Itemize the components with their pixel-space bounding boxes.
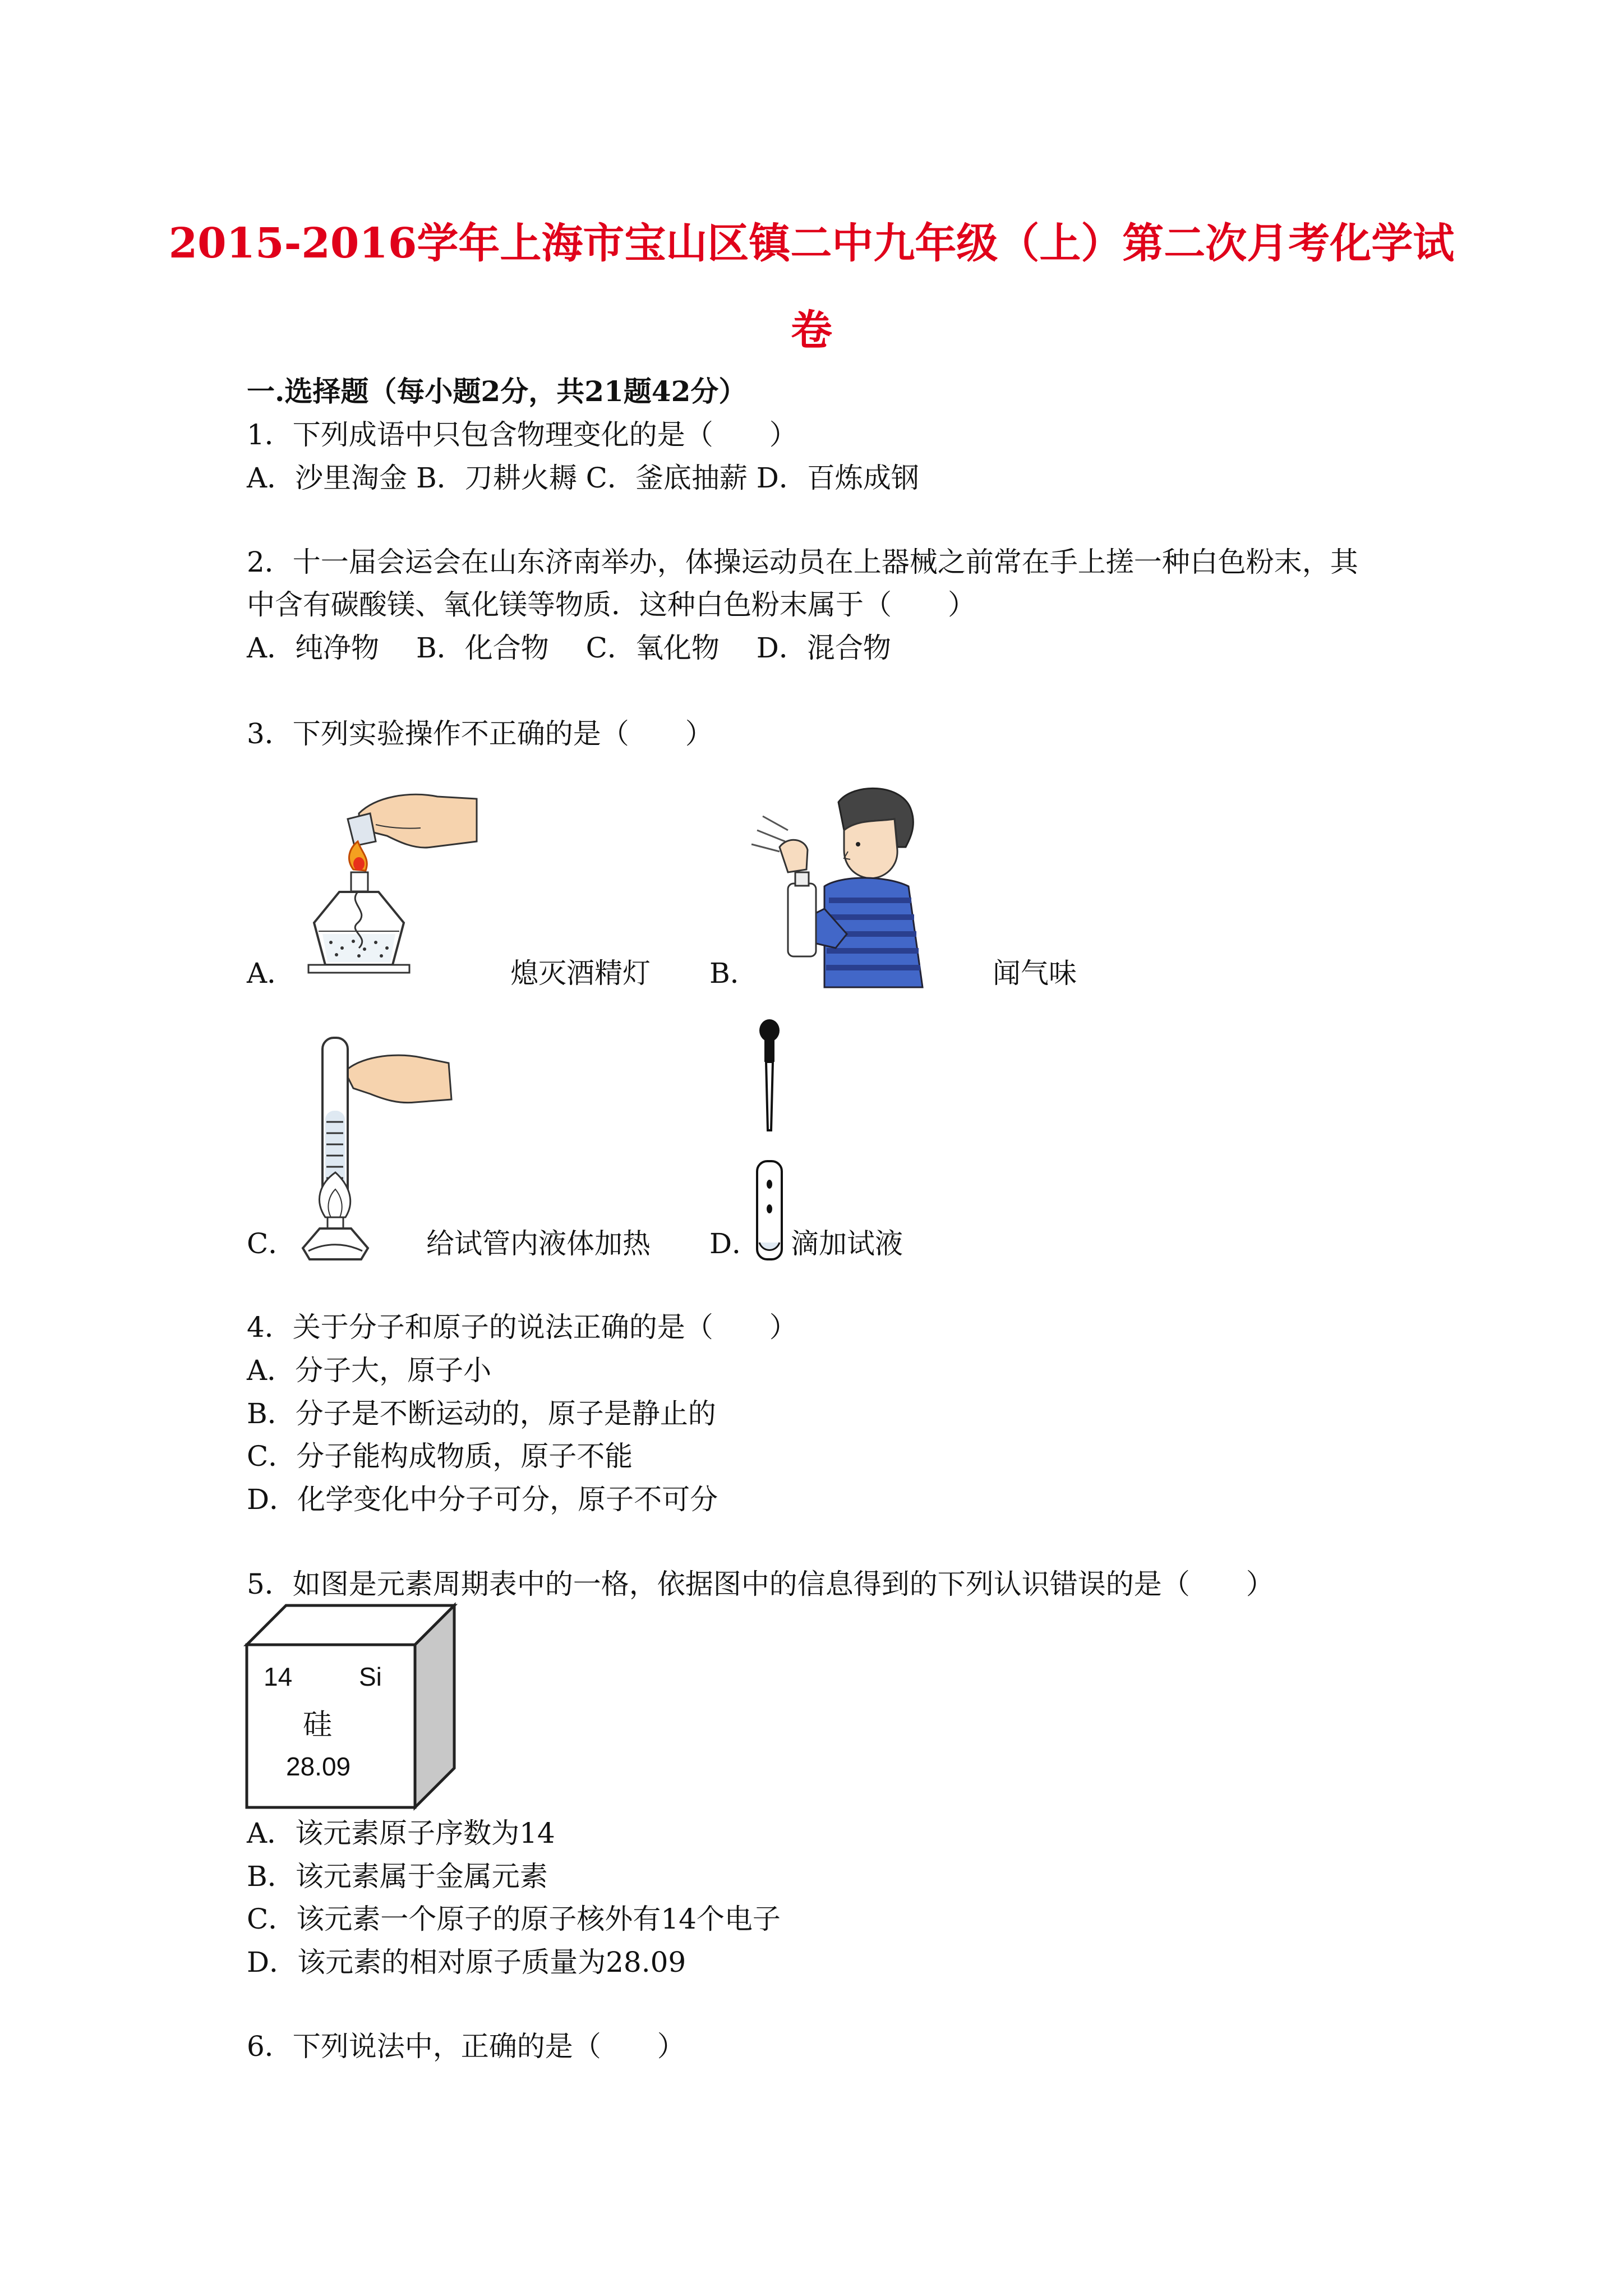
q3-option-c-caption: 给试管内液体加热 bbox=[426, 1227, 651, 1260]
element-atomic-number: 14 bbox=[264, 1662, 293, 1691]
q3-stem: 3．下列实验操作不正确的是（ ） bbox=[247, 717, 713, 750]
q3-option-a-letter: A． bbox=[247, 957, 296, 990]
q3-option-d-letter: D． bbox=[709, 1227, 760, 1260]
document-title-line2: 卷 bbox=[791, 306, 832, 355]
smelling-gas-illustration bbox=[740, 780, 942, 987]
element-symbol: Si bbox=[359, 1662, 382, 1691]
q2-stem-line1: 2．十一届会运会在山东济南举办，体操运动员在上器械之前常在手上搓一种白色粉末，其 bbox=[247, 546, 1358, 578]
q3-option-a-caption: 熄灭酒精灯 bbox=[510, 957, 651, 990]
q5-option-d: D．该元素的相对原子质量为28.09 bbox=[247, 1946, 686, 1978]
q3-option-c-letter: C． bbox=[247, 1227, 297, 1260]
section-heading: 一.选择题（每小题2分，共21题42分） bbox=[247, 375, 747, 408]
q4-option-b: B．分子是不断运动的，原子是静止的 bbox=[247, 1397, 716, 1430]
alcohol-lamp-illustration bbox=[292, 780, 477, 987]
q6-stem: 6．下列说法中，正确的是（ ） bbox=[247, 2030, 685, 2063]
q2-options: A．纯净物 B．化合物 C．氧化物 D．混合物 bbox=[247, 632, 891, 664]
q3-option-b-caption: 闻气味 bbox=[993, 957, 1077, 990]
q4-option-c: C．分子能构成物质，原子不能 bbox=[247, 1440, 633, 1473]
q4-stem: 4．关于分子和原子的说法正确的是（ ） bbox=[247, 1311, 797, 1343]
q2-stem-line2: 中含有碳酸镁、氧化镁等物质．这种白色粉末属于（ ） bbox=[247, 588, 976, 621]
q3-option-b-letter: B． bbox=[709, 957, 758, 990]
q5-stem: 5．如图是元素周期表中的一格，依据图中的信息得到的下列认识错误的是（ ） bbox=[247, 1568, 1274, 1600]
q1-stem: 1．下列成语中只包含物理变化的是（ ） bbox=[247, 418, 797, 451]
element-cell-figure bbox=[247, 1605, 460, 1807]
q5-option-c: C．该元素一个原子的原子核外有14个电子 bbox=[247, 1903, 781, 1935]
element-name: 硅 bbox=[303, 1708, 333, 1742]
q3-option-d-caption: 滴加试液 bbox=[791, 1227, 903, 1260]
q5-option-a: A．该元素原子序数为14 bbox=[247, 1817, 555, 1849]
element-atomic-mass: 28.09 bbox=[286, 1752, 351, 1781]
q1-options: A．沙里淘金 B．刀耕火耨 C．釜底抽薪 D．百炼成钢 bbox=[247, 462, 919, 494]
q4-option-a: A．分子大，原子小 bbox=[247, 1354, 492, 1387]
document-title-line1: 2015-2016学年上海市宝山区镇二中九年级（上）第二次月考化学试 bbox=[168, 219, 1455, 268]
q5-option-b: B．该元素属于金属元素 bbox=[247, 1860, 548, 1893]
q4-option-d: D．化学变化中分子可分，原子不可分 bbox=[247, 1483, 718, 1516]
